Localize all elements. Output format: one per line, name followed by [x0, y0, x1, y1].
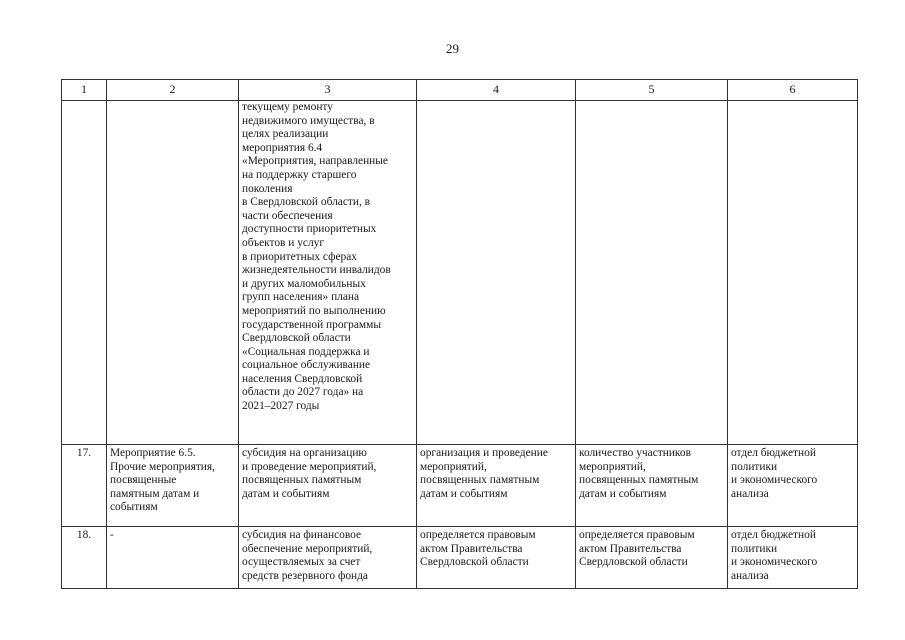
measure-name-cell: -	[107, 527, 239, 589]
description-cell: субсидия на финансовое обеспечение мероприятий, осуществляемых за счет средств резервного фонда	[239, 527, 417, 589]
header-cell: 4	[417, 80, 576, 101]
header-cell: 2	[107, 80, 239, 101]
measures-table	[61, 79, 858, 589]
responsible-cell: отдел бюджетной политики и экономического анализа	[728, 527, 858, 589]
header-cell: 3	[239, 80, 417, 101]
measure-name-cell: Мероприятие 6.5. Прочие мероприятия, посвященные памятным датам и событиям	[107, 445, 239, 527]
measure-name-cell	[107, 101, 239, 445]
table-row	[62, 527, 858, 589]
description-cell: субсидия на организацию и проведение мероприятий, посвященных памятным датам и событиям	[239, 445, 417, 527]
indicator-cell: количество участников мероприятий, посвященных памятным датам и событиям	[576, 445, 728, 527]
responsible-cell	[728, 101, 858, 445]
page-number: 29	[446, 41, 459, 56]
row-number-cell: 17.	[62, 445, 107, 527]
row-number-cell	[62, 101, 107, 445]
table-row	[62, 101, 858, 445]
goal-cell	[417, 101, 576, 445]
indicator-cell	[576, 101, 728, 445]
header-cell: 1	[62, 80, 107, 101]
table-header-row	[62, 80, 858, 101]
description-cell: текущему ремонту недвижимого имущества, в целях реализации мероприятия 6.4 «Мероприятия, направленные на поддержку старшего поколения в Свердловской области, в части обеспечения доступности приоритетных объектов и услуг в приоритетных сферах жизнедеятельности инвалидов и других маломобильных групп населения» плана мероприятий по выполнению государственной программы Свердловской области «Социальная поддержка и социальное обслуживание населения Свердловской области до 2027 года» на 2021–2027 годы	[239, 101, 417, 445]
goal-cell: определяется правовым актом Правительства Свердловской области	[417, 527, 576, 589]
row-number-cell: 18.	[62, 527, 107, 589]
header-cell: 6	[728, 80, 858, 101]
indicator-cell: определяется правовым актом Правительства Свердловской области	[576, 527, 728, 589]
responsible-cell: отдел бюджетной политики и экономического анализа	[728, 445, 858, 527]
goal-cell: организация и проведение мероприятий, посвященных памятным датам и событиям	[417, 445, 576, 527]
header-cell: 5	[576, 80, 728, 101]
table-row	[62, 445, 858, 527]
